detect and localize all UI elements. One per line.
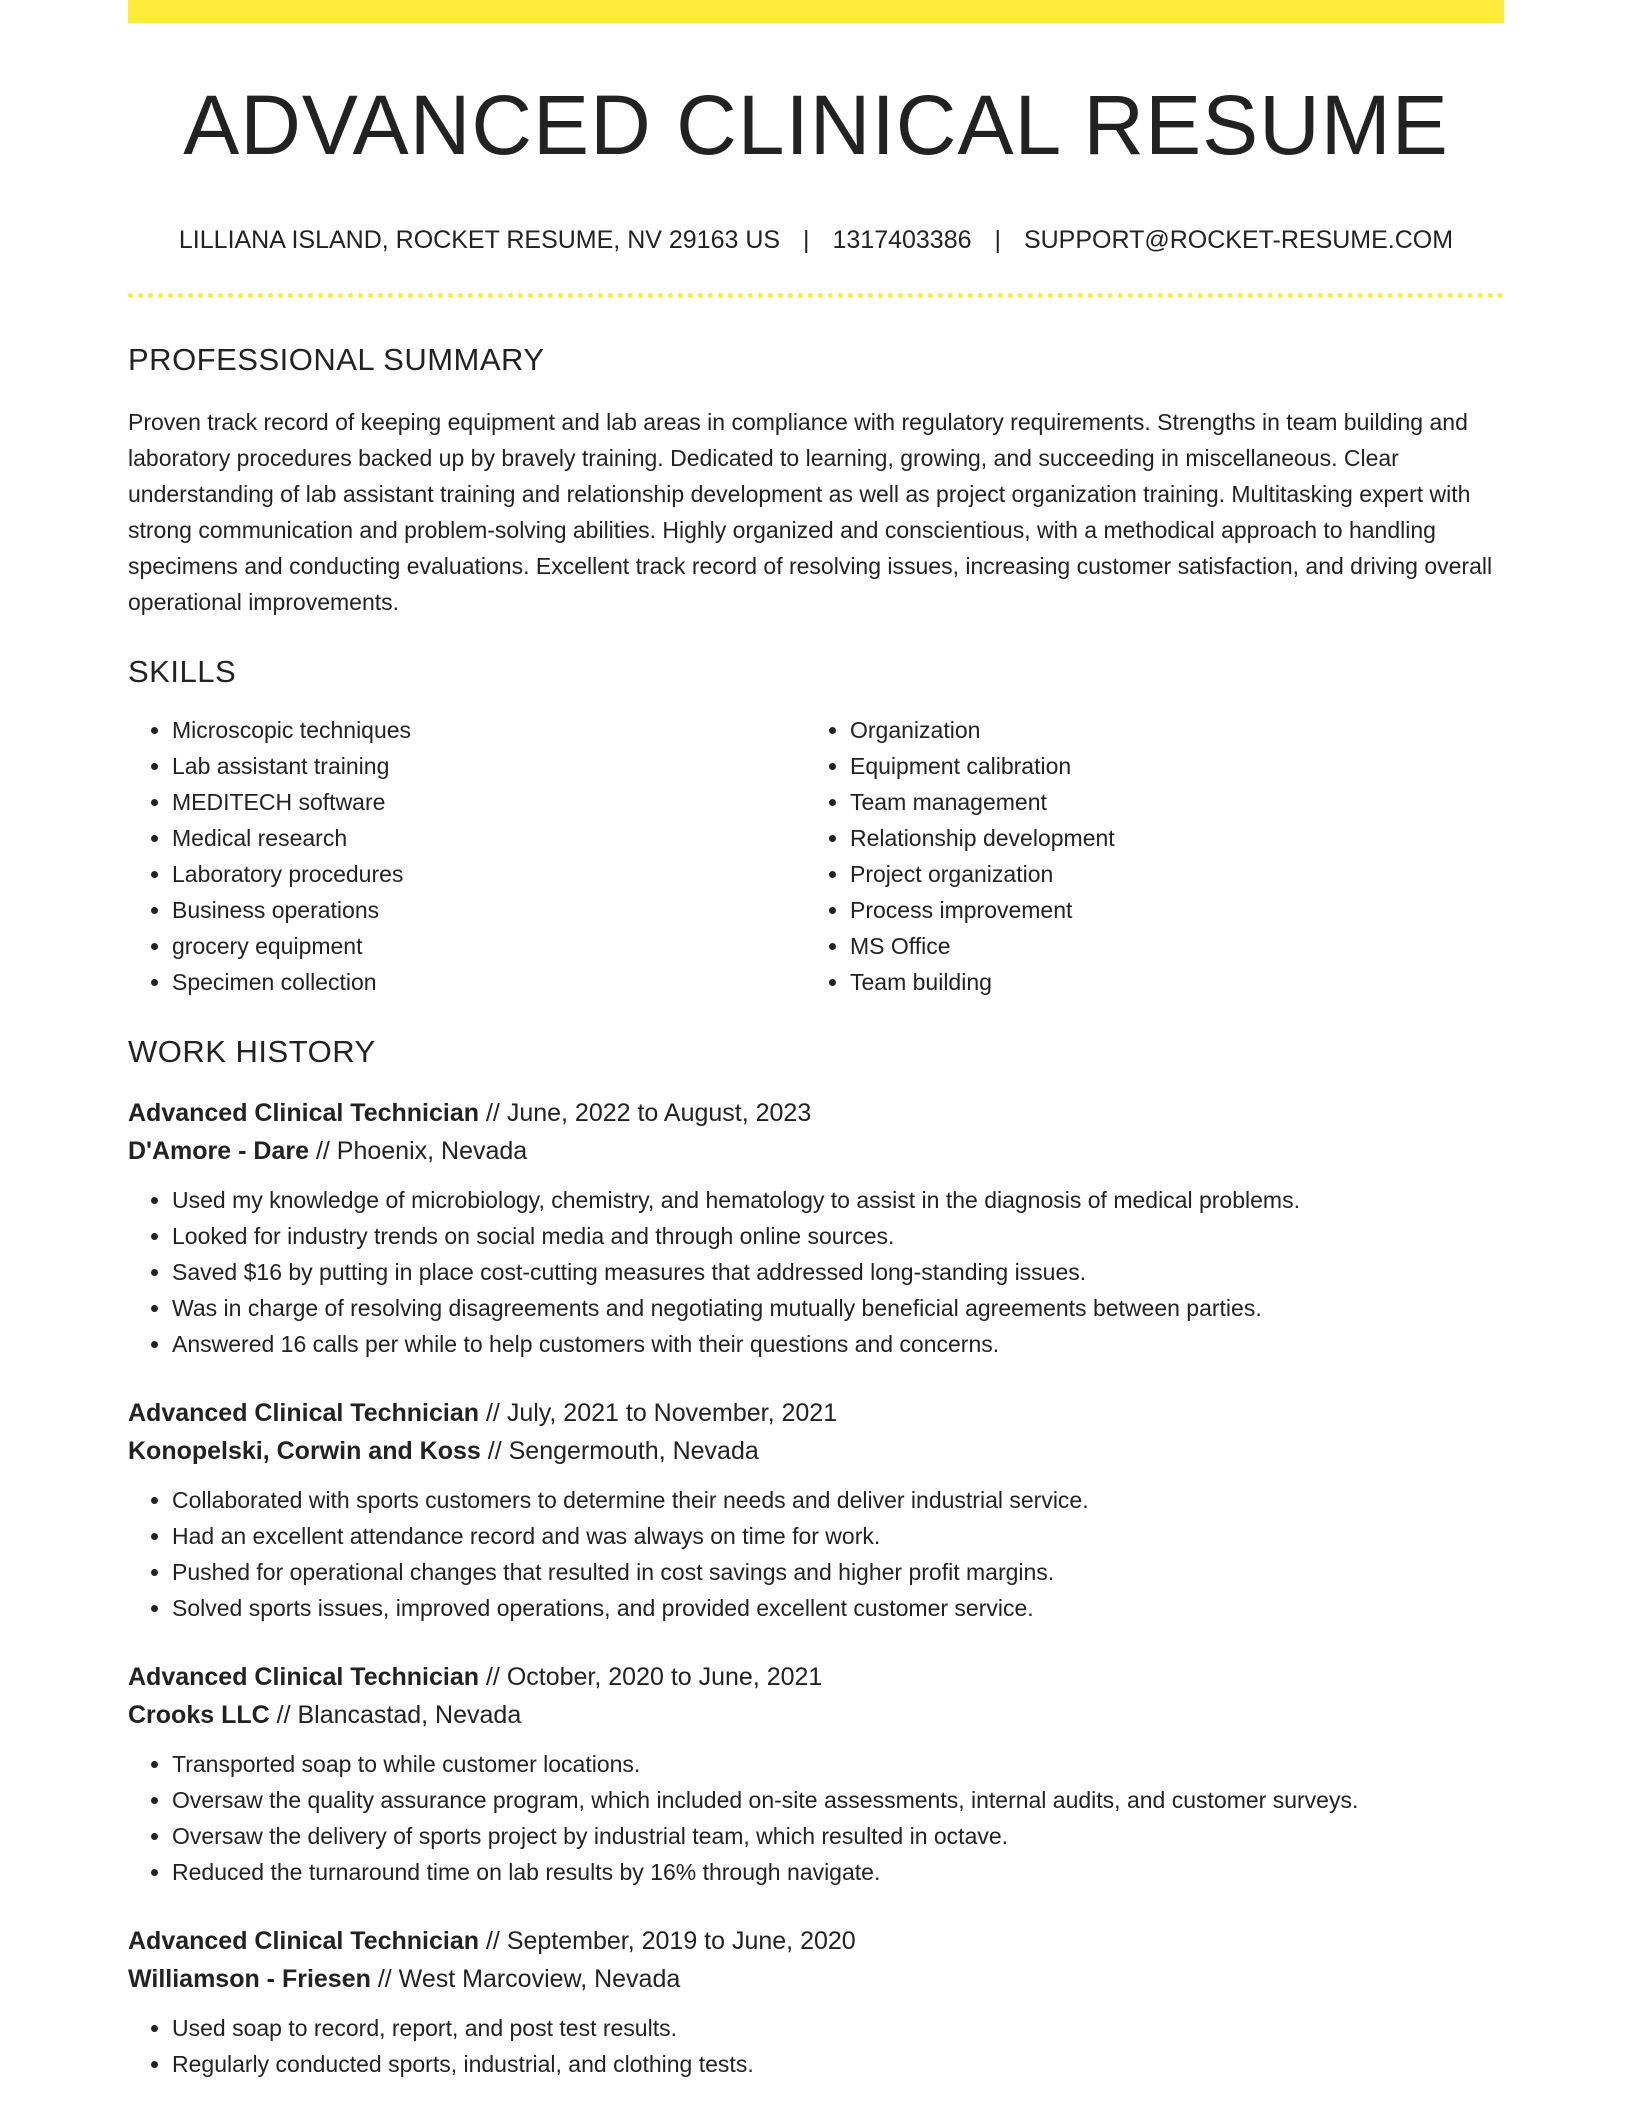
skills-heading: SKILLS	[128, 654, 237, 689]
job-bullets	[128, 1482, 1504, 1626]
skills-grid	[128, 712, 1504, 1000]
job-entry	[128, 1394, 1504, 1626]
job-bullet: • Oversaw the quality assurance program, which included on-site assessments, internal audits, and customer surveys.	[172, 1782, 1504, 1818]
job-bullet: • Collaborated with sports customers to determine their needs and deliver industrial service.	[172, 1482, 1504, 1518]
job-company: Crooks LLC	[128, 1701, 270, 1729]
skill-item: • Organization	[850, 712, 1484, 748]
job-title-line	[128, 1394, 1504, 1432]
skill-item: • Relationship development	[850, 820, 1484, 856]
skill-item: • MEDITECH software	[172, 784, 806, 820]
job-title: Advanced Clinical Technician	[128, 1927, 480, 1955]
skill-item: • Business operations	[172, 892, 806, 928]
job-company: D'Amore - Dare	[128, 1137, 309, 1165]
job-location: // Sengermouth, Nevada	[480, 1437, 759, 1465]
job-bullet: • Transported soap to while customer locations.	[172, 1746, 1504, 1782]
job-title: Advanced Clinical Technician	[128, 1663, 480, 1691]
job-dates: // September, 2019 to June, 2020	[479, 1927, 856, 1955]
job-bullets	[128, 2010, 1504, 2082]
job-title-line	[128, 1658, 1504, 1696]
contact-phone: 1317403386	[832, 226, 972, 254]
job-location: // Blancastad, Nevada	[269, 1701, 522, 1729]
job-bullet: • Was in charge of resolving disagreements and negotiating mutually beneficial agreements between parties.	[172, 1290, 1504, 1326]
skill-item: • MS Office	[850, 928, 1484, 964]
job-bullet: • Used my knowledge of microbiology, chemistry, and hematology to assist in the diagnosis of medical problems.	[172, 1182, 1504, 1218]
job-entry	[128, 1658, 1504, 1890]
skill-item: • Medical research	[172, 820, 806, 856]
job-bullet: • Regularly conducted sports, industrial, and clothing tests.	[172, 2046, 1504, 2082]
skill-item: • Microscopic techniques	[172, 712, 806, 748]
skill-item: • Lab assistant training	[172, 748, 806, 784]
job-title: Advanced Clinical Technician	[128, 1099, 480, 1127]
job-bullet: • Oversaw the delivery of sports project by industrial team, which resulted in octave.	[172, 1818, 1504, 1854]
contact-separator: |	[994, 226, 1001, 254]
job-company: Konopelski, Corwin and Koss	[128, 1437, 481, 1465]
contact-address: LILLIANA ISLAND, ROCKET RESUME, NV 29163 US	[178, 226, 781, 254]
job-entry	[128, 1922, 1504, 2082]
job-dates: // June, 2022 to August, 2023	[479, 1099, 812, 1127]
skill-item: • Team building	[850, 964, 1484, 1000]
skill-item: • Project organization	[850, 856, 1484, 892]
job-dates: // October, 2020 to June, 2021	[479, 1663, 823, 1691]
skill-item: • Equipment calibration	[850, 748, 1484, 784]
skill-item: • Process improvement	[850, 892, 1484, 928]
job-bullet: • Had an excellent attendance record and was always on time for work.	[172, 1518, 1504, 1554]
summary-heading: PROFESSIONAL SUMMARY	[128, 342, 545, 377]
job-company-line	[128, 1432, 1504, 1470]
job-bullet: • Used soap to record, report, and post test results.	[172, 2010, 1504, 2046]
resume-page	[128, 0, 1504, 2112]
skill-item: • Team management	[850, 784, 1484, 820]
job-bullets	[128, 1746, 1504, 1890]
contact-separator: |	[803, 226, 810, 254]
work-history-heading: WORK HISTORY	[128, 1034, 376, 1069]
job-bullet: • Reduced the turnaround time on lab results by 16% through navigate.	[172, 1854, 1504, 1890]
skill-item: • Laboratory procedures	[172, 856, 806, 892]
job-bullet: • Solved sports issues, improved operations, and provided excellent customer service.	[172, 1590, 1504, 1626]
job-company-line	[128, 1132, 1504, 1170]
job-title-line	[128, 1922, 1504, 1960]
job-location: // Phoenix, Nevada	[309, 1137, 528, 1165]
skills-right-list	[806, 712, 1484, 1000]
job-bullet: • Answered 16 calls per while to help customers with their questions and concerns.	[172, 1326, 1504, 1362]
job-bullets	[128, 1182, 1504, 1362]
job-location: // West Marcoview, Nevada	[370, 1965, 681, 1993]
skill-item: • Specimen collection	[172, 964, 806, 1000]
job-dates: // July, 2021 to November, 2021	[479, 1399, 838, 1427]
page-title: ADVANCED CLINICAL RESUME	[183, 78, 1449, 172]
skills-left-list	[128, 712, 806, 1000]
job-company-line	[128, 1960, 1504, 1998]
job-title-line	[128, 1094, 1504, 1132]
job-bullet: • Looked for industry trends on social media and through online sources.	[172, 1218, 1504, 1254]
contact-line	[128, 225, 1504, 255]
accent-top-bar	[128, 0, 1504, 23]
contact-email: SUPPORT@ROCKET-RESUME.COM	[1023, 226, 1454, 254]
job-title: Advanced Clinical Technician	[128, 1399, 480, 1427]
summary-text: Proven track record of keeping equipment and lab areas in compliance with regulatory requirements. Strengths in team building and laboratory procedures backed up by bravely training. Dedicated to learning, growing, and succeeding in miscellaneous. Clear understanding of lab assistant training and relationship development as well as project organization training. Multitasking expert with strong communication and problem-solving abilities. Highly organized and conscientious, with a methodical approach to handling specimens and conducting evaluations. Excellent track record of resolving issues, increasing customer satisfaction, and driving overall operational improvements.	[128, 409, 1493, 615]
job-entry	[128, 1094, 1504, 1362]
dotted-divider	[128, 293, 1504, 298]
job-company-line	[128, 1696, 1504, 1734]
job-bullet: • Saved $16 by putting in place cost-cutting measures that addressed long-standing issues.	[172, 1254, 1504, 1290]
job-company: Williamson - Friesen	[128, 1965, 371, 1993]
skill-item: • grocery equipment	[172, 928, 806, 964]
job-bullet: • Pushed for operational changes that resulted in cost savings and higher profit margins.	[172, 1554, 1504, 1590]
